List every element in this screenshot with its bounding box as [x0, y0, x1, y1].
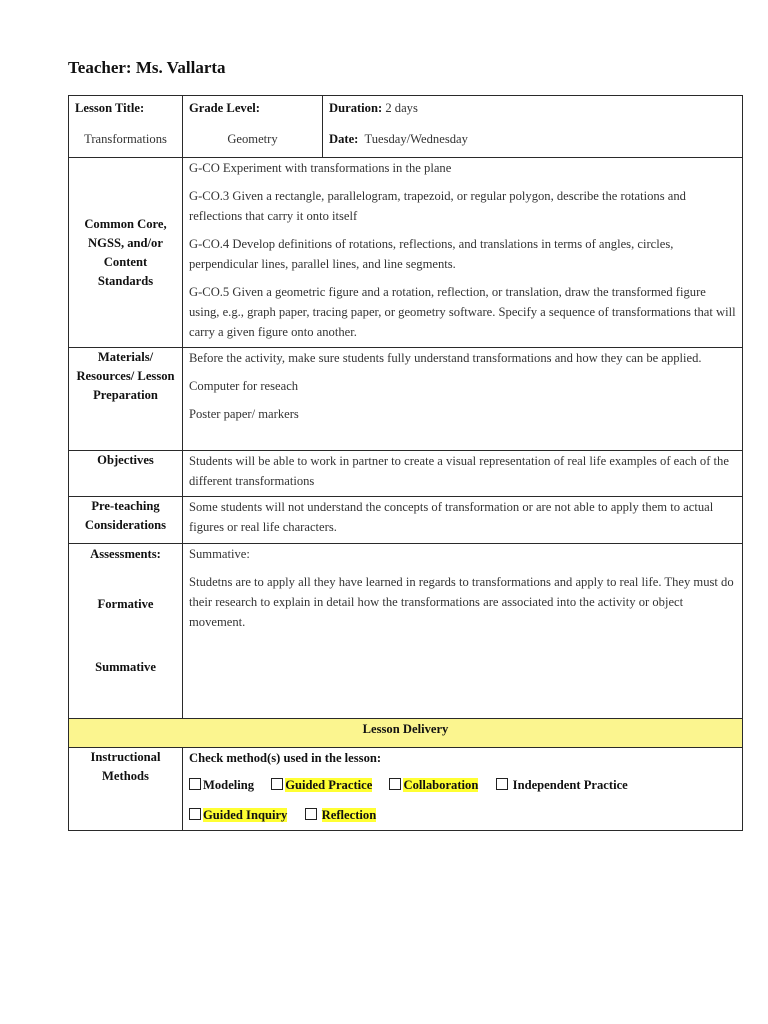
standard-item: G-CO.5 Given a geometric figure and a rotation, reflection, or translation, draw the transformed figure using, e.g., graph paper, tracing paper, or geometry software. Specify a sequence of transformations that will carry a given figure onto another.	[189, 285, 736, 339]
duration-label: Duration:	[329, 101, 383, 115]
method-guided-practice[interactable]	[271, 775, 372, 795]
methods-line-2	[189, 805, 736, 825]
grade-level-cell	[183, 96, 323, 158]
grade-level-label: Grade Level:	[189, 101, 260, 115]
method-label: Guided Practice	[285, 778, 373, 792]
assessments-label-cell	[69, 544, 183, 719]
formative-label: Formative	[97, 597, 154, 611]
method-label: Independent Practice	[512, 778, 628, 792]
checkbox-icon[interactable]	[496, 778, 508, 790]
standard-item: G-CO.3 Given a rectangle, parallelogram, trapezoid, or regular polygon, describe the rotations and reflections that carry it onto itself	[189, 189, 686, 223]
teacher-heading: Teacher: Ms. Vallarta	[68, 58, 226, 77]
instructional-methods-label: Instructional Methods	[69, 748, 183, 831]
duration-line	[329, 98, 736, 118]
checkbox-icon[interactable]	[189, 808, 201, 820]
summative-label: Summative	[95, 660, 156, 674]
standard-item: G-CO Experiment with transformations in the plane	[189, 161, 452, 175]
check-methods-label: Check method(s) used in the lesson:	[189, 751, 382, 765]
assessment-item: Studetns are to apply all they have learned in regards to transformations and apply to real life. They must do their research to explain in detail how the transformations are associated into the activity or object movement.	[189, 575, 734, 629]
assessment-item: Summative:	[189, 547, 250, 561]
lesson-title-label: Lesson Title:	[75, 101, 145, 115]
checkbox-icon[interactable]	[305, 808, 317, 820]
lesson-title-value: Transformations	[84, 132, 167, 146]
method-guided-inquiry[interactable]	[189, 805, 287, 825]
method-collaboration[interactable]	[389, 775, 478, 795]
duration-date-cell	[323, 96, 743, 158]
material-item: Before the activity, make sure students fully understand transformations and how they can be applied.	[189, 351, 702, 365]
method-modeling[interactable]	[189, 775, 254, 795]
checkbox-icon[interactable]	[189, 778, 201, 790]
header-row	[69, 96, 743, 158]
standard-item: G-CO.4 Develop definitions of rotations, reflections, and translations in terms of angles, circles, perpendicular lines, parallel lines, and line segments.	[189, 237, 674, 271]
methods-line-1	[189, 775, 736, 795]
standards-content	[183, 158, 743, 348]
method-label: Reflection	[321, 808, 377, 822]
materials-label: Materials/ Resources/ Lesson Preparation	[69, 348, 183, 451]
date-value: Tuesday/Wednesday	[358, 132, 468, 146]
checkbox-icon[interactable]	[389, 778, 401, 790]
lesson-delivery-heading: Lesson Delivery	[69, 719, 743, 748]
instructional-methods-row	[69, 748, 743, 831]
method-reflection[interactable]	[305, 805, 377, 825]
preteaching-label: Pre-teaching Considerations	[69, 497, 183, 544]
material-item: Poster paper/ markers	[189, 407, 299, 421]
method-independent-practice[interactable]	[496, 775, 628, 795]
materials-row	[69, 348, 743, 451]
date-label: Date:	[329, 132, 359, 146]
grade-level-value: Geometry	[227, 132, 278, 146]
preteaching-row	[69, 497, 743, 544]
lesson-title-cell	[69, 96, 183, 158]
method-label: Modeling	[203, 778, 255, 792]
preteaching-text: Some students will not understand the concepts of transformation or are not able to apply them to actual figures or real life characters.	[183, 497, 743, 544]
materials-content	[183, 348, 743, 451]
material-item: Computer for reseach	[189, 379, 299, 393]
duration-value: 2 days	[382, 101, 418, 115]
method-label: Guided Inquiry	[203, 808, 288, 822]
date-line	[329, 129, 736, 149]
objectives-label: Objectives	[69, 451, 183, 497]
checkbox-icon[interactable]	[271, 778, 283, 790]
lesson-plan-table	[68, 95, 743, 831]
standards-row	[69, 158, 743, 348]
objectives-row	[69, 451, 743, 497]
assessments-label: Assessments:	[90, 547, 161, 561]
method-label: Collaboration	[403, 778, 479, 792]
instructional-methods-content	[183, 748, 743, 831]
standards-label: Common Core, NGSS, and/or Content Standards	[69, 158, 183, 348]
assessments-row	[69, 544, 743, 719]
lesson-delivery-row	[69, 719, 743, 748]
assessments-content	[183, 544, 743, 719]
objectives-text: Students will be able to work in partner to create a visual representation of real life examples of each of the different transformations	[183, 451, 743, 497]
